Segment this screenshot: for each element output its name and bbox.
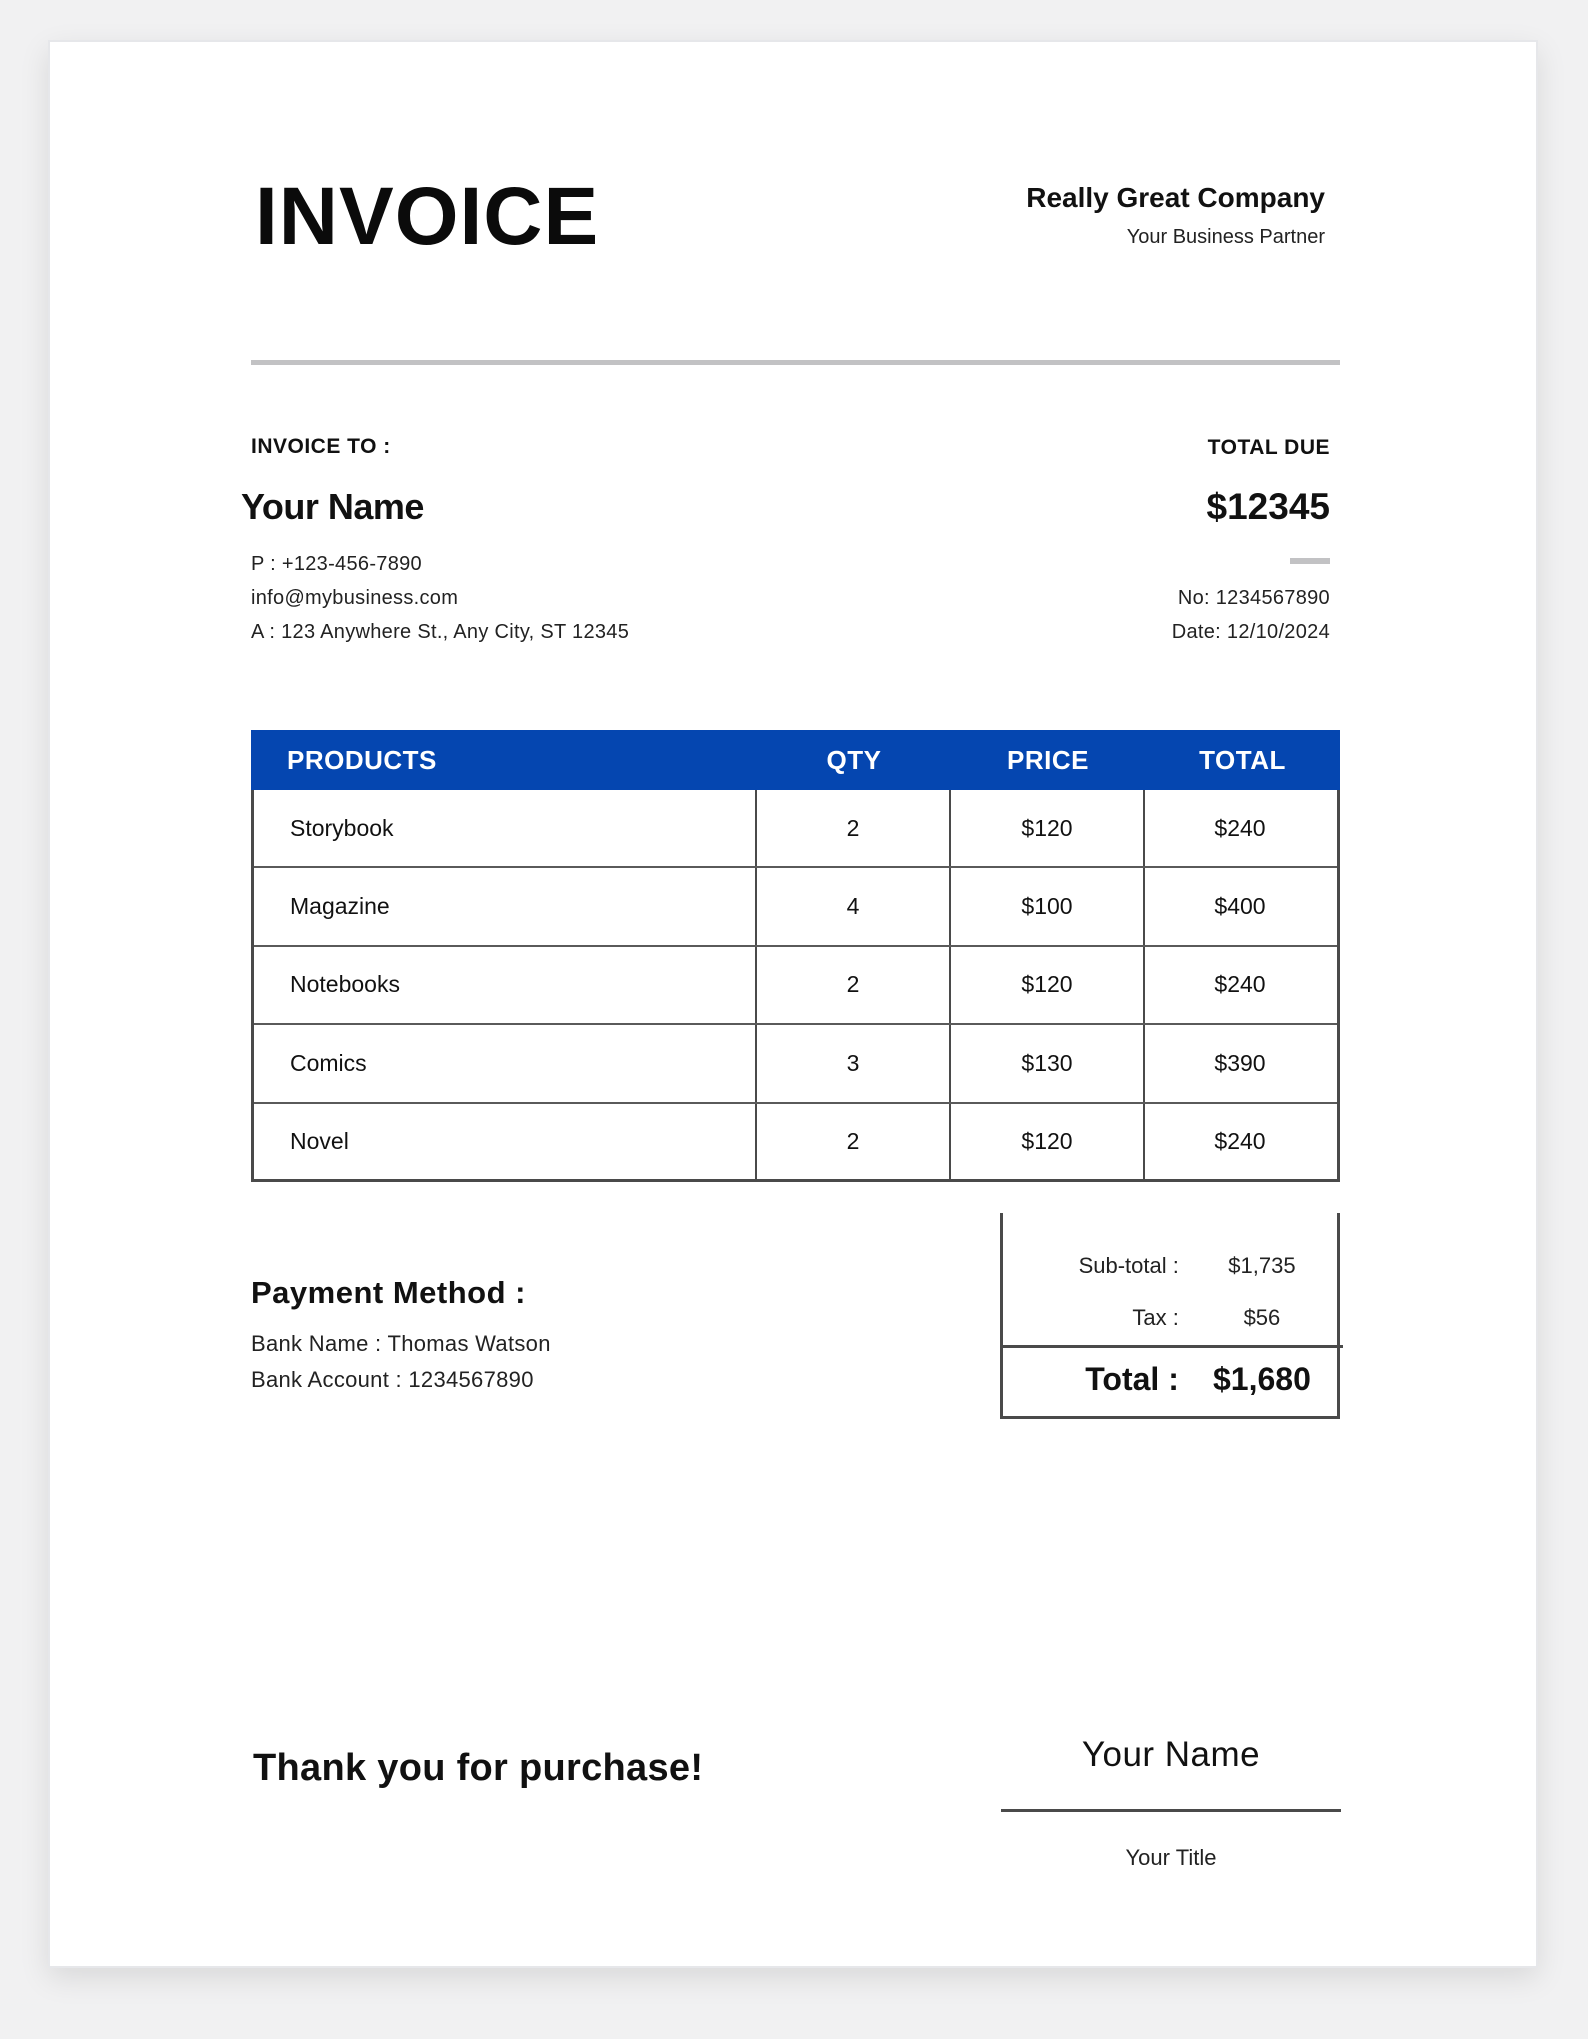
signature-name: Your Name [1081,1735,1261,1774]
cell-total: $400 [1214,893,1266,920]
cell-price: $120 [951,1104,1145,1179]
total-due-amount: $12345 [1206,486,1330,527]
table-body [251,790,1340,1182]
cell-product: Storybook [254,790,757,866]
grand-total-row [1003,1361,1337,1398]
cell-price: $100 [951,868,1145,944]
signature-title: Your Title [1125,1845,1217,1870]
table-row [254,1025,1337,1103]
grand-total-label: Total : [1085,1361,1179,1397]
tax-value: $56 [1243,1305,1281,1330]
grand-total-value: $1,680 [1212,1361,1311,1397]
cell-qty: 3 [757,1025,951,1101]
header-products: PRODUCTS [287,744,437,775]
bank-account: Bank Account : 1234567890 [251,1367,534,1392]
subtotal-label: Sub-total : [1078,1253,1179,1278]
cell-product: Novel [254,1104,757,1179]
invoice-date: Date: 12/10/2024 [1171,621,1330,643]
cell-product: Comics [254,1025,757,1101]
payment-method-title: Payment Method : [251,1275,526,1310]
invoice-title: INVOICE [255,171,600,262]
cell-total: $240 [1214,814,1266,841]
table-row [254,947,1337,1025]
cell-qty: 4 [757,868,951,944]
tax-row [1003,1305,1337,1331]
subtotal-row [1003,1253,1337,1279]
bank-name: Bank Name : Thomas Watson [251,1331,551,1356]
thank-you-message: Thank you for purchase! [253,1747,704,1789]
invoice-page [48,40,1538,1968]
cell-qty: 2 [757,947,951,1023]
table-header [251,730,1340,790]
cell-total: $390 [1214,1049,1266,1076]
cell-total: $240 [1214,1127,1266,1154]
products-table [251,730,1340,1182]
cell-qty: 2 [757,1104,951,1179]
header-divider [251,360,1340,365]
table-row [254,790,1337,868]
table-row [254,868,1337,946]
cell-product: Notebooks [254,947,757,1023]
company-name: Really Great Company [1026,182,1325,213]
bill-to-email: info@mybusiness.com [251,587,459,609]
cell-price: $120 [951,790,1145,866]
bill-to-address: A : 123 Anywhere St., Any City, ST 12345 [251,621,630,643]
table-row [254,1104,1337,1182]
invoice-number: No: 1234567890 [1177,587,1330,609]
cell-product: Magazine [254,868,757,944]
cell-qty: 2 [757,790,951,866]
invoice-to-label: INVOICE TO : [251,435,391,458]
cell-price: $120 [951,947,1145,1023]
bill-to-name: Your Name [241,486,424,527]
cell-price: $130 [951,1025,1145,1101]
header-price: PRICE [1007,744,1089,775]
totals-box [1000,1213,1340,1419]
signature-line [1001,1809,1341,1812]
subtotal-value: $1,735 [1228,1253,1296,1278]
header-qty: QTY [826,744,882,775]
total-due-label: TOTAL DUE [1207,436,1330,459]
company-tagline: Your Business Partner [1126,226,1325,248]
totals-divider [1000,1345,1343,1348]
header-total: TOTAL [1199,744,1286,775]
due-divider [1290,558,1330,564]
bill-to-phone: P : +123-456-7890 [251,553,422,575]
tax-label: Tax : [1132,1305,1179,1330]
cell-total: $240 [1214,971,1266,998]
